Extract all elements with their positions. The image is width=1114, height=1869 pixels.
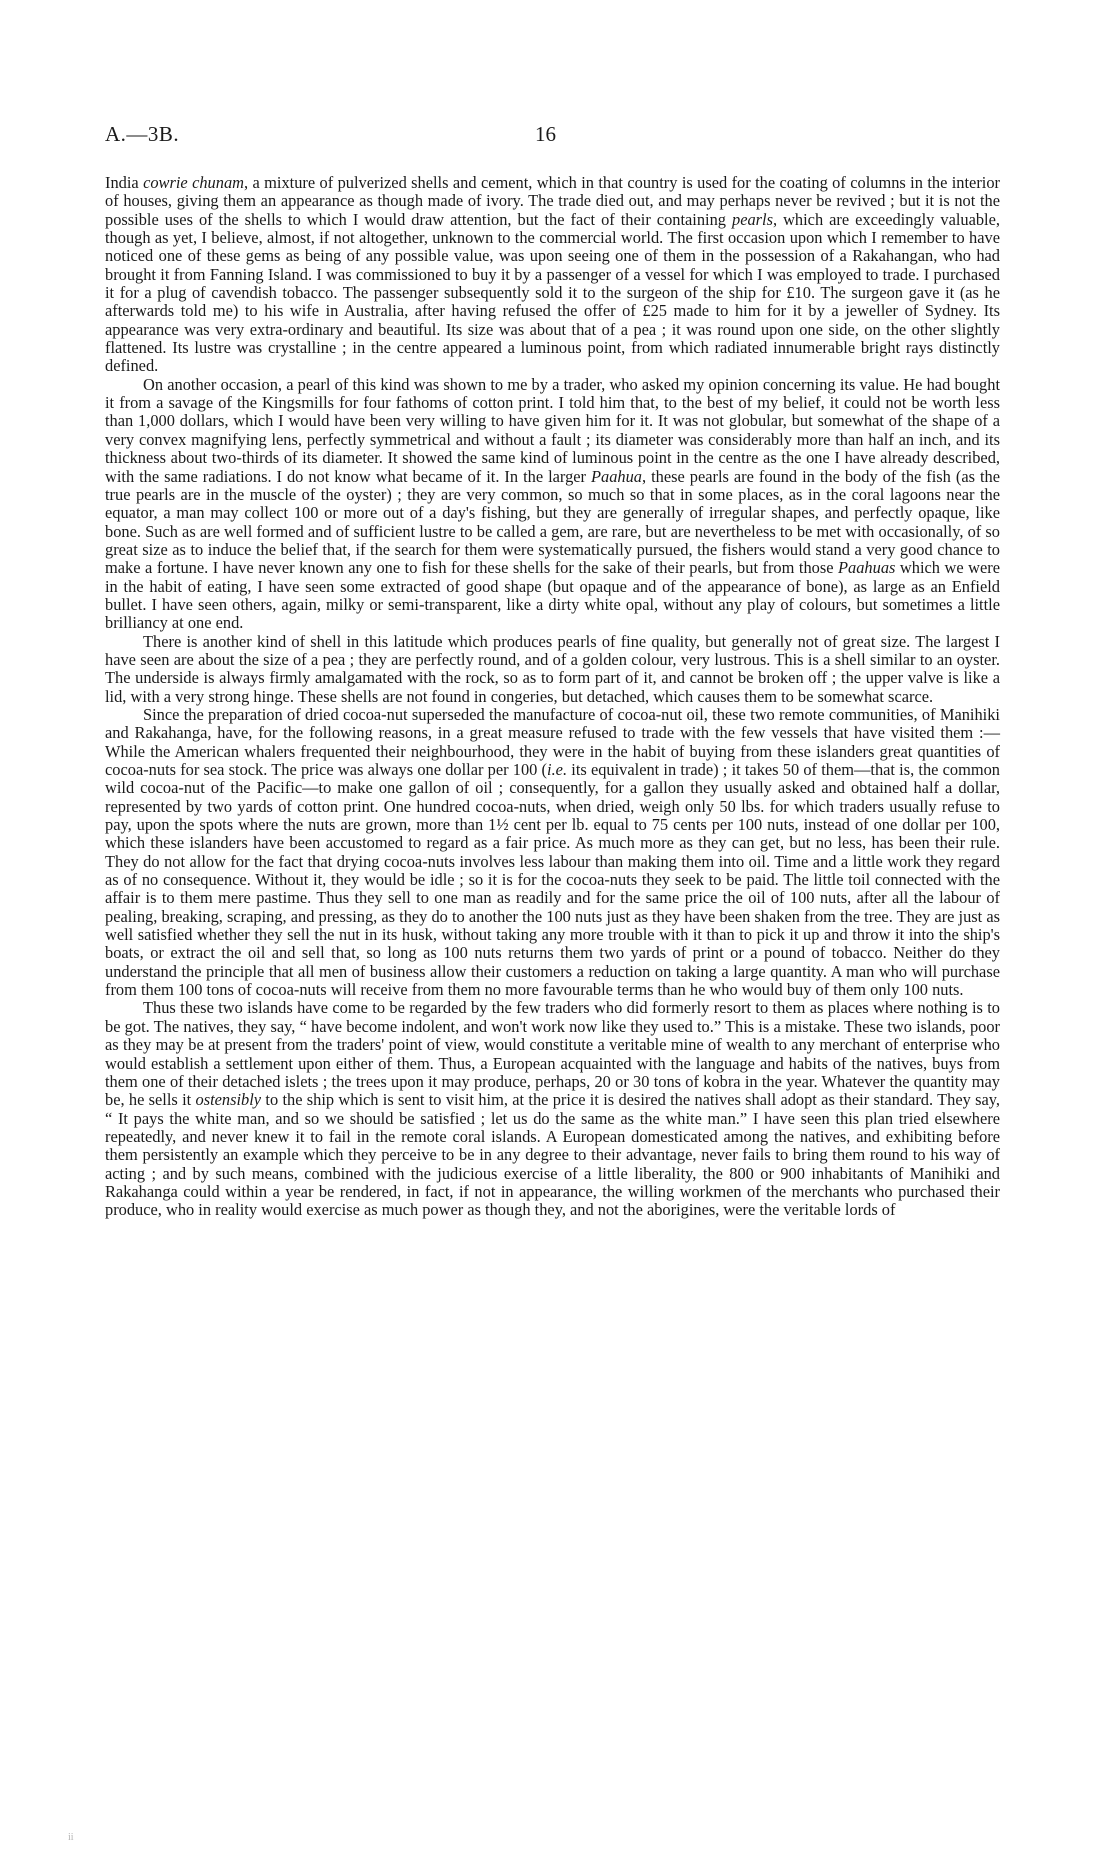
italic-run: pearls (732, 209, 773, 229)
body-text (105, 174, 1000, 1220)
text-run: , which are exceedingly valuable, though as yet, I believe, almost, if not altogether, unknown to the commercial world. The first occasion upon which I remember to have noticed one of these gems as being of any possible value, was upon seeing one of them in the possession of a Rakahangan, who had brought it from Fanning Island. I was commissioned to buy it by a passenger of a vessel for which I was employed to trade. I purchased it for a plug of cavendish tobacco. The passenger subsequently sold it to the surgeon of the ship for £10. The surgeon gave it (as he afterwards told me) to his wife in Australia, after having refused the offer of £25 made to him for it by a jeweller of Sydney. Its appearance was very extra-ordinary and beautiful. Its size was about that of a pea ; it was round upon one side, on the other slightly flattened. Its lustre was crystalline ; in the centre appeared a luminous point, from which radiated innumerable bright rays distinctly defined. (105, 209, 1000, 376)
italic-run: ostensibly (195, 1090, 262, 1110)
document-reference: A.—3B. (105, 122, 180, 146)
text-run: which we were in the habit of eating, I have seen some extracted of good shape (but opaque and of the appearance of bone), as large as an Enfield bullet. I have seen others, again, milky or semi-transparent, like a dirty white opal, without any play of colours, but sometimes a little brilliancy at one end. (105, 558, 1000, 633)
text-run: There is another kind of shell in this latitude which produces pearls of fine quality, but generally not of great size. The largest I have seen are about the size of a pea ; they are perfectly round, and of a golden colour, very lustrous. This is a shell similar to an oyster. The underside is always firmly amalgamated with the rock, so as to form part of it, and cannot be broken off ; the upper valve is like a lid, with a very strong hinge. These shells are not found in congeries, but detached, which causes them to be somewhat scarce. (105, 631, 1000, 706)
text-run: , a mixture of pulverized shells and cement, which in that country is used for the coating of columns in the interior of houses, giving them an appearance as though made of ivory. The trade died out, and may perhaps never be revived ; but it is not the possible uses of the shells to which I would draw attention, but the fact of their containing (105, 173, 1000, 229)
text-run: Since the preparation of dried cocoa-nut superseded the manufacture of cocoa-nut oil, these two remote communities, of Manihiki and Rakahanga, have, for the following reasons, in a great measure refused to trade with the few vessels that have visited them :—While the American whalers frequented their neighbourhood, they were in the habit of buying from these islanders great quantities of cocoa-nuts for sea stock. The price was always one dollar per 100 ( (105, 704, 1000, 779)
text-run: its equivalent in trade) ; it takes 50 of them—that is, the common wild cocoa-nut of the Pacific—to make one gallon of oil ; consequently, for a gallon they usually asked and obtained half a dollar, represented by two yards of cotton print. One hundred cocoa-nuts, when dried, weigh only 50 lbs. for which traders usually refuse to pay, upon the spots where the nuts are grown, more than 1½ cent per lb. equal to 75 cents per 100 nuts, instead of one dollar per 100, which these islanders have been accustomed to regard as a fair price. As much more as they can get, but no less, has been their rule. They do not allow for the fact that drying cocoa-nuts involves less labour than making them into oil. Time and a little work they regard as of no consequence. Without it, they would be idle ; so it is for the cocoa-nuts they seek to be paid. The little toil connected with the affair is to them mere pastime. Thus they sell to one man as readily and for the same price the oil of 100 nuts, after all the labour of pealing, breaking, scraping, and pressing, as they do to another the 100 nuts just as they have been shaken from the tree. They are just as well satisfied whether they sell the nut in its husk, without taking any more trouble with it than to pick it up and throw it into the ship's boats, or extract the oil and sell that, so long as 100 nuts returns them two yards of print or a pound of tobacco. Neither do they understand the principle that all men of business allow their customers a reduction on taking a large quantity. A man who will purchase from them 100 tons of cocoa-nuts will receive from them no more favourable terms than he who would buy of them only 100 nuts. (105, 760, 1000, 1000)
italic-run: Paahua (591, 466, 642, 486)
page-number: 16 (535, 122, 556, 146)
italic-run: cowrie chunam (143, 173, 244, 192)
margin-mark: ii (68, 1832, 74, 1843)
text-run: to the ship which is sent to visit him, at the price it is desired the natives shall adopt as their standard. They say, “ It pays the white man, and so we should be satisfied ; let us do the same as the white man.” I have seen this plan tried elsewhere repeatedly, and never knew it to fail in the remote coral islands. A European domesticated among the natives, and exhibiting before them persistently an example which they perceive to be in any degree to their advantage, never fails to bring them round to his way of acting ; and by such means, combined with the judicious exercise of a little liberality, the 800 or 900 inhabitants of Manihiki and Rakahanga could within a year be rendered, in fact, if not in appearance, the willing workmen of the merchants who purchased their produce, who in reality would exercise as much power as though they, and not the aborigines, were the veritable lords of (105, 1090, 1000, 1220)
text-run: , these pearls are found in the body of the fish (as the true pearls are in the muscle of the oyster) ; they are very common, so much so that in some places, as in the coral lagoons near the equator, a man may collect 100 or more out of a day's fishing, but they are generally of irregular shapes, and perfectly opaque, like bone. Such as are well formed and of sufficient lustre to be called a gem, are rare, but are nevertheless to be met with occasionally, of so great size as to induce the belief that, if the search for them were systematically pursued, the fishers would stand a very good chance to make a fortune. I have never known any one to fish for these shells for the sake of their pearls, but from those (105, 466, 1000, 578)
paragraph-2 (105, 376, 1000, 633)
text-run: India (105, 173, 144, 192)
paragraph-4 (105, 706, 1000, 1000)
paragraph-1 (105, 174, 1000, 376)
page-header (105, 122, 995, 150)
paragraph-3 (105, 633, 1000, 706)
italic-run: Paahuas (838, 558, 896, 578)
text-run: Thus these two islands have come to be regarded by the few traders who did formerly resort to them as places where nothing is to be got. The natives, they say, “ have become indolent, and won't work now like they used to.” This is a mistake. These two islands, poor as they may be at present from the traders' point of view, would constitute a veritable mine of wealth to any merchant of enterprise who would establish a settlement upon either of them. Thus, a European acquainted with the language and habits of the natives, buys from them one of their detached islets ; the trees upon it may produce, perhaps, 20 or 30 tons of kobra in the year. Whatever the quantity may be, he sells it (105, 998, 1000, 1110)
text-run: On another occasion, a pearl of this kind was shown to me by a trader, who asked my opinion concerning its value. He had bought it from a savage of the Kingsmills for four fathoms of cotton print. I told him that, to the best of my belief, it could not be worth less than 1,000 dollars, which I would have been very willing to have given him for it. It was not globular, but somewhat of the shape of a very convex magnifying lens, perfectly symmetrical and without a fault ; its diameter was considerably more than half an inch, and its thickness about two-thirds of its diameter. It showed the same kind of luminous point in the centre as the one I have already described, with the same radiations. I do not know what became of it. In the larger (105, 374, 1000, 486)
italic-run: i.e. (547, 760, 568, 779)
paragraph-5 (105, 999, 1000, 1219)
